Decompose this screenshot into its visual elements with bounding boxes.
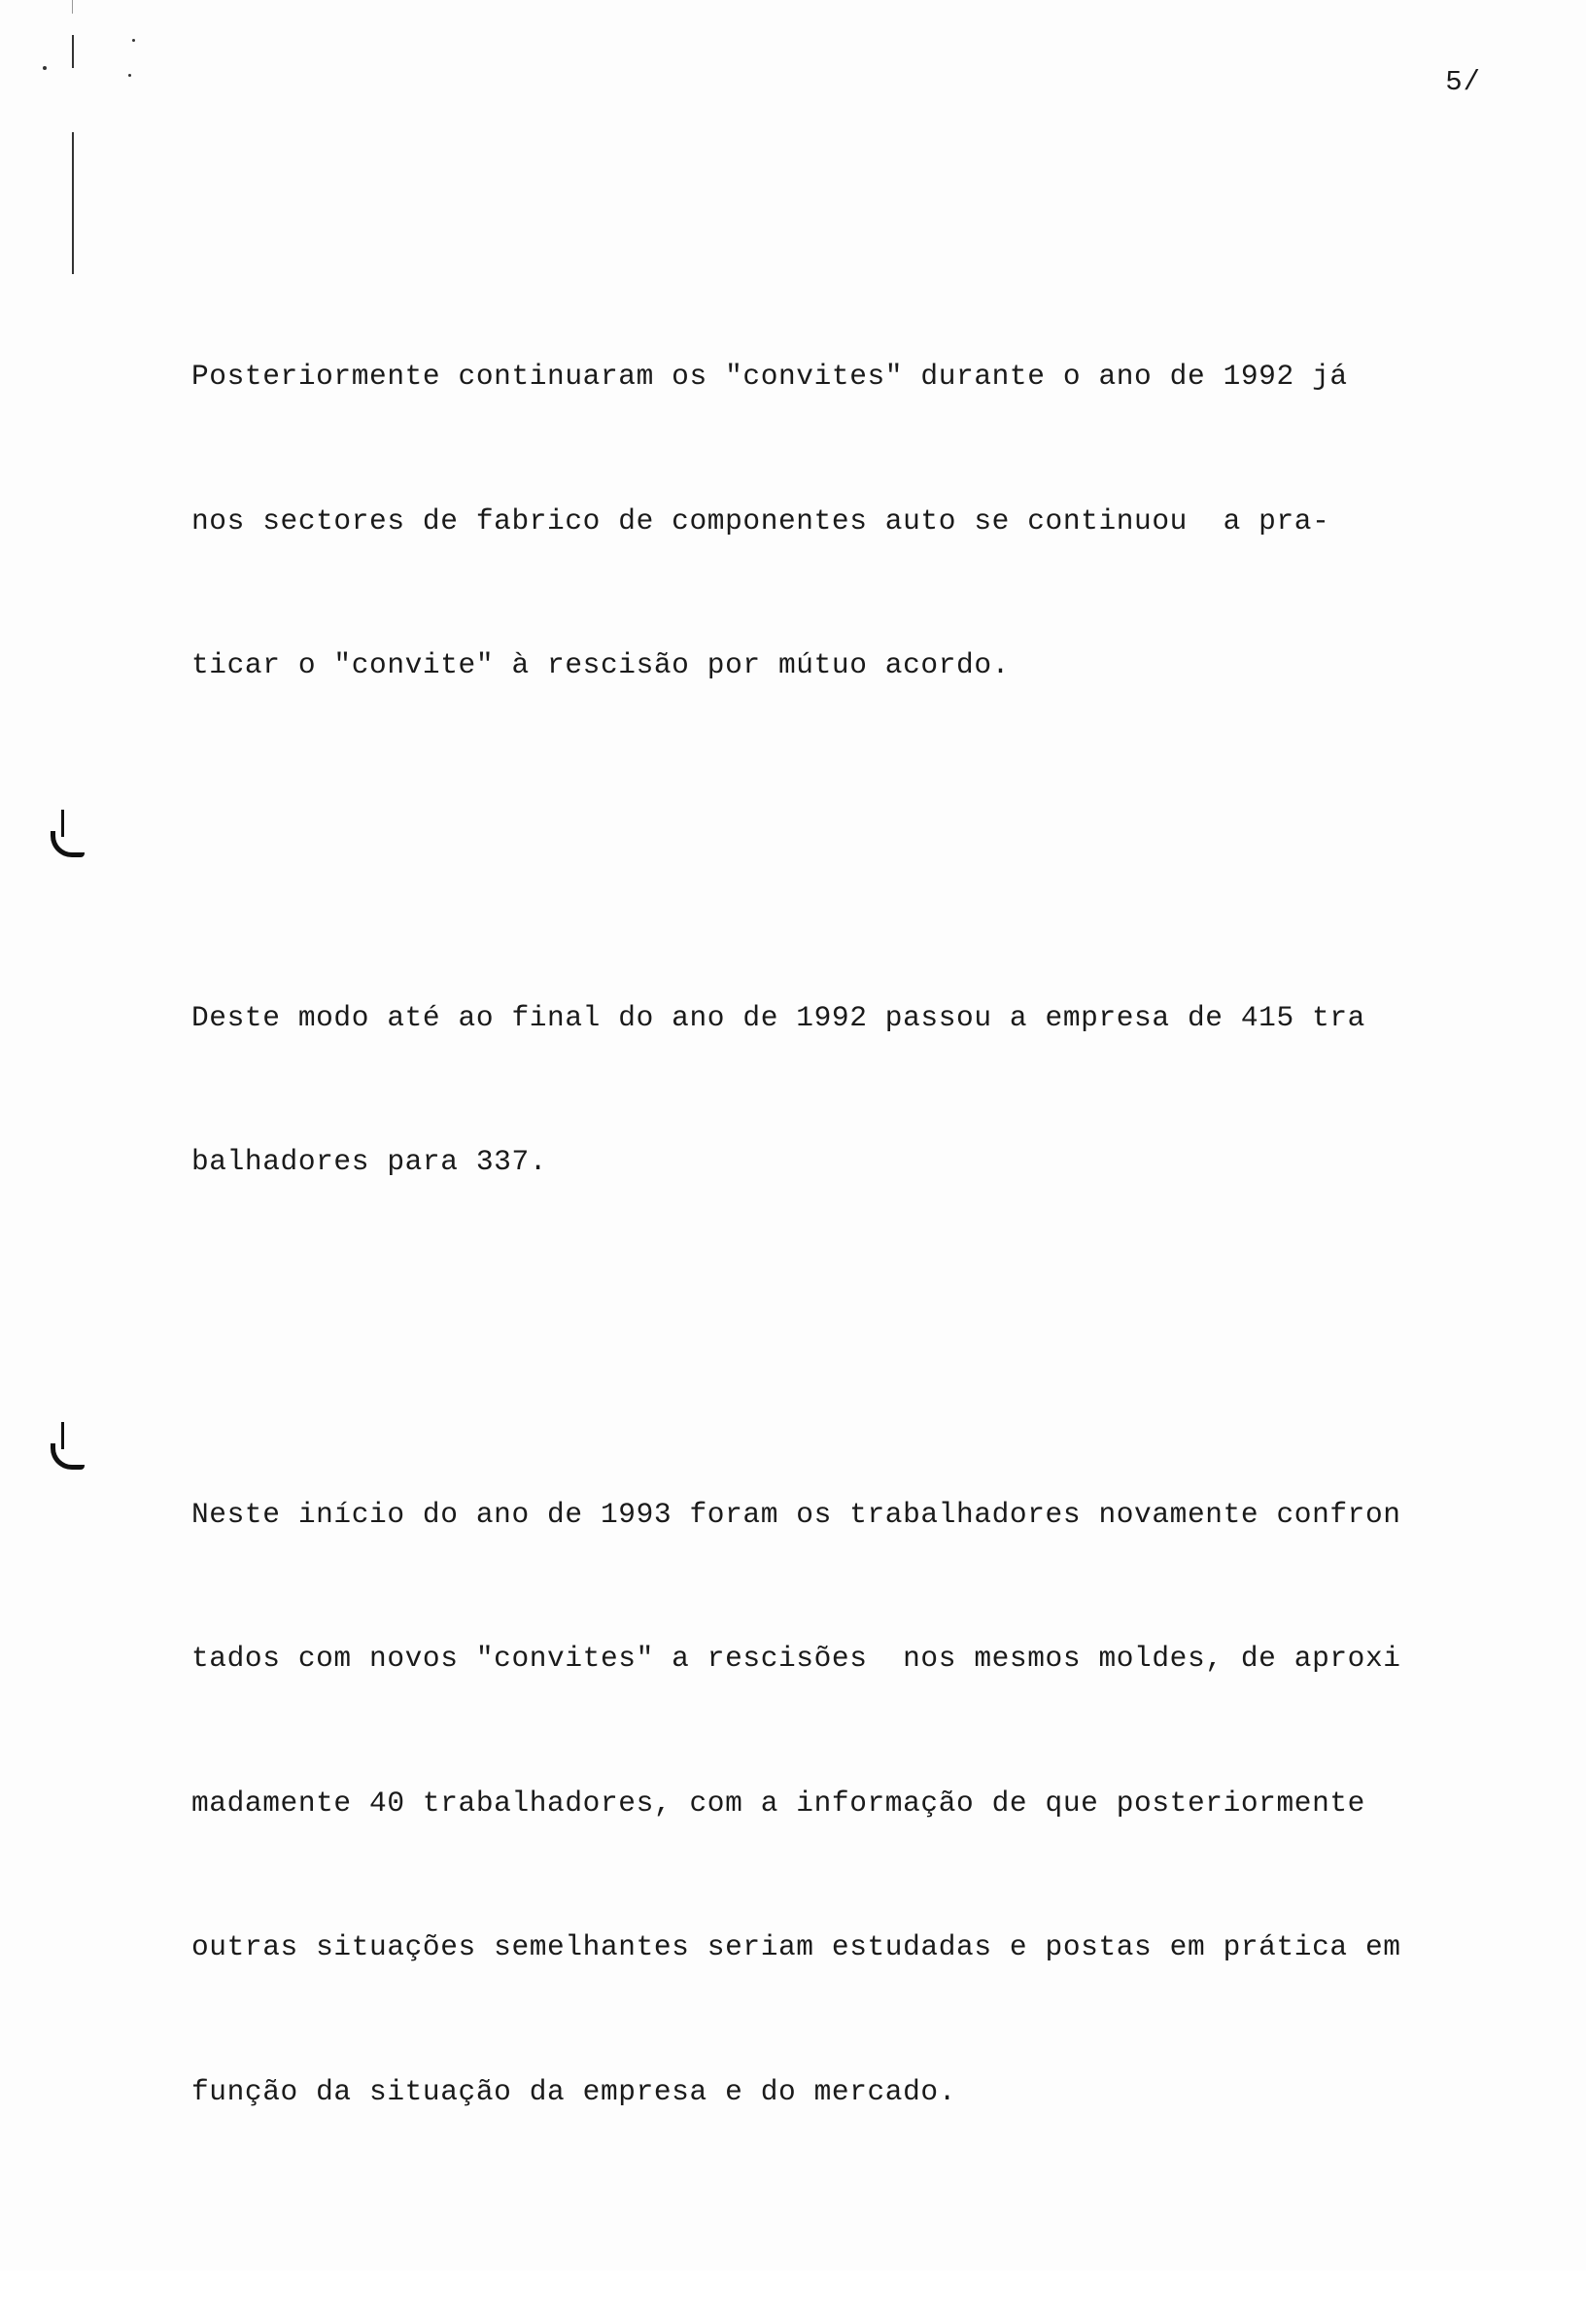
text-line: Posteriormente continuaram os "convites" durante o ano de 1992 já [191,360,1348,393]
scan-speck [132,39,135,42]
text-line: ticar o "convite" à rescisão por mútuo acordo. [191,648,1010,681]
margin-line-mark [72,132,74,274]
text-line: Deste modo até ao final do ano de 1992 passou a empresa de 415 tra [191,1000,1365,1034]
text-line: tados com novos "convites" a rescisões nos mesmos moldes, de aproxi [191,1642,1401,1675]
margin-line-mark [72,35,74,68]
scan-speck [128,74,131,77]
text-line: nos sectores de fabrico de componentes auto se continuou a pra- [191,503,1330,538]
binding-hook-mark [51,1443,85,1470]
scan-speck [43,66,47,70]
paragraph-3 [191,1395,1523,2213]
binding-hook-mark [51,831,85,857]
body-text [191,160,1523,2324]
text-line: Neste início do ano de 1993 foram os trabalhadores novamente confron [191,1497,1401,1531]
text-line: outras situações semelhantes seriam estudadas e postas em prática em [191,1930,1401,1963]
margin-line-mark [72,0,73,14]
page-number: 5/ [1445,66,1481,98]
paragraph-2 [191,898,1523,1283]
paragraph-1 [191,257,1523,786]
text-line: madamente 40 trabalhadores, com a informação de que posteriormente [191,1786,1365,1820]
text-line: função da situação da empresa e do mercado. [191,2074,957,2108]
text-line: balhadores para 337. [191,1145,548,1178]
